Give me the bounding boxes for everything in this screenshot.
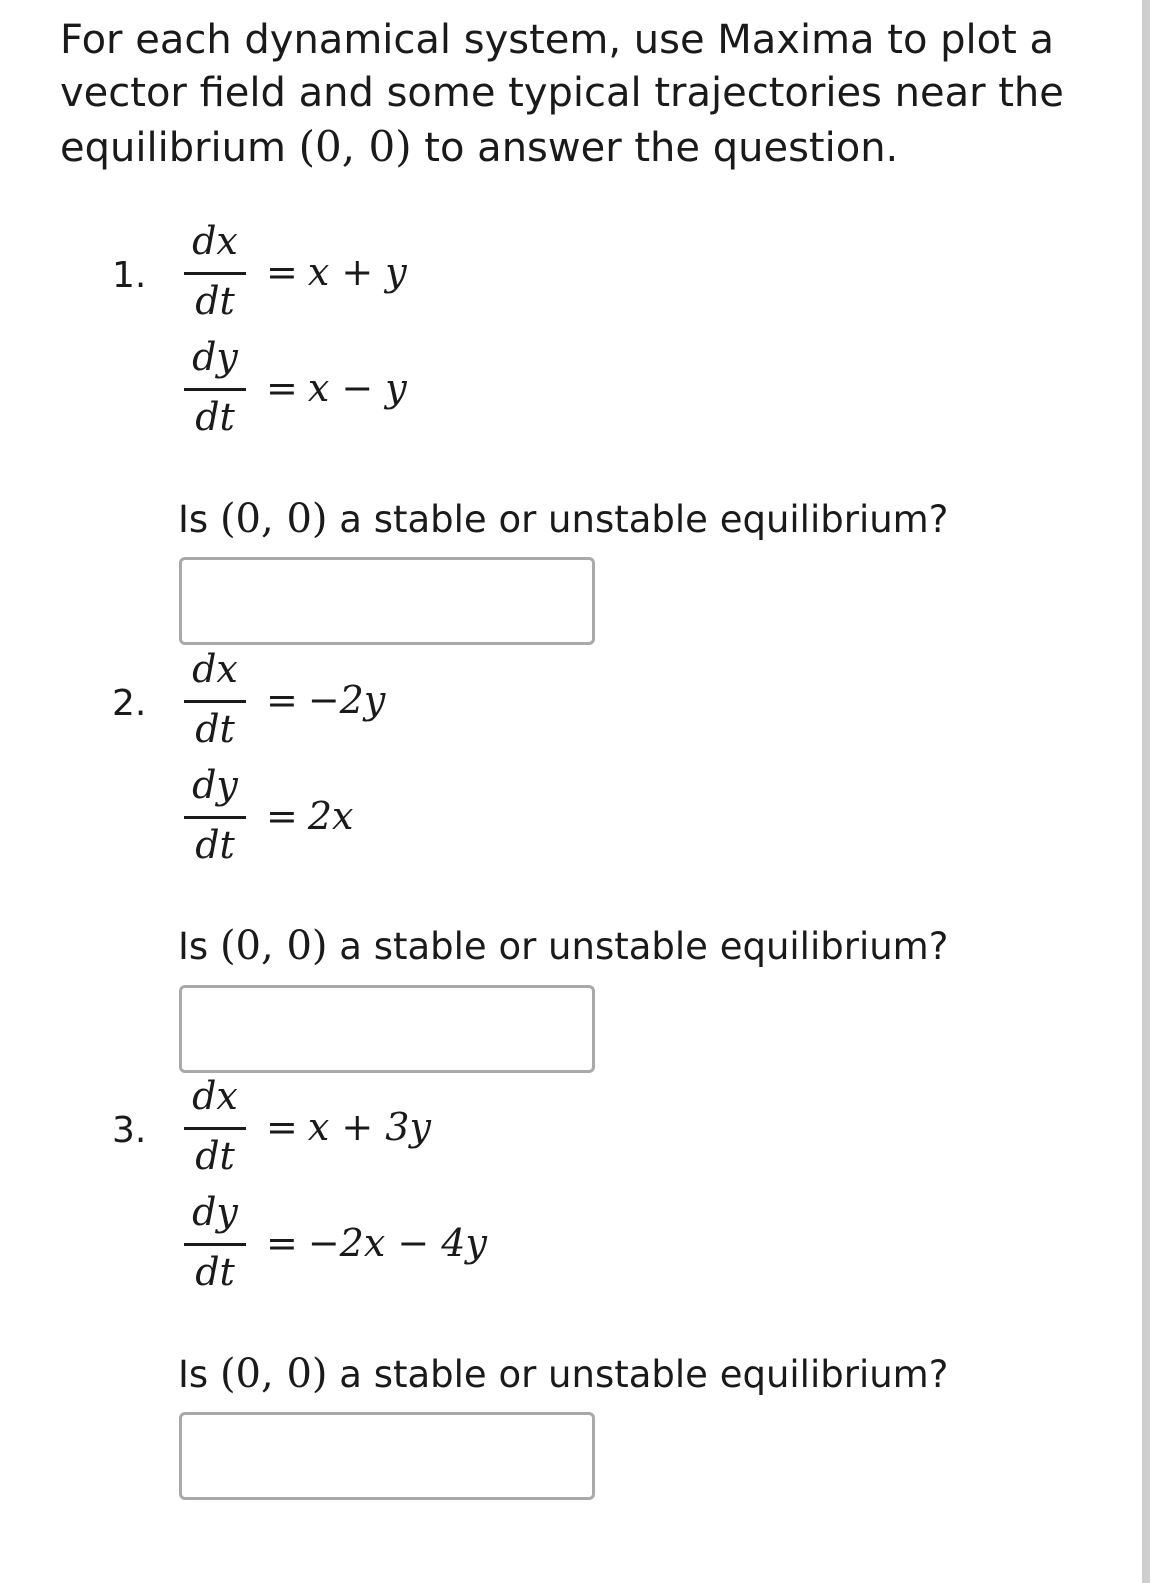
equation-rhs: = x + y: [266, 250, 407, 294]
equilibrium-point: (0, 0): [298, 122, 412, 171]
instructions: [60, 14, 1120, 175]
equation-dy-dt: [182, 332, 782, 448]
numerator: dx: [192, 647, 238, 691]
derivative-fraction: [182, 1071, 248, 1187]
answer-input-1[interactable]: [179, 557, 595, 645]
derivative-fraction: [182, 332, 248, 448]
numerator: dy: [192, 763, 238, 807]
equation-rhs: = x − y: [266, 366, 407, 410]
numerator: dx: [192, 219, 238, 263]
answer-input-3[interactable]: [179, 1412, 595, 1500]
equation-rhs: = 2x: [266, 794, 354, 838]
fraction-bar: [184, 816, 246, 819]
answer-input-2[interactable]: [179, 985, 595, 1073]
derivative-fraction: [182, 216, 248, 332]
derivative-fraction: [182, 644, 248, 760]
stability-question: Is (0, 0) a stable or unstable equilibrium?: [178, 496, 949, 542]
fraction-bar: [184, 1127, 246, 1130]
fraction-bar: [184, 1243, 246, 1246]
problem-number: 2.: [112, 683, 147, 724]
equation-dx-dt: [182, 216, 782, 332]
denominator: dt: [195, 707, 235, 751]
derivative-fraction: [182, 1187, 248, 1303]
instructions-text: For each dynamical system, use Maxima to plot a vector field and some typical trajectories near the equilibrium: [60, 17, 1064, 171]
equation-dy-dt: [182, 760, 782, 876]
numerator: dx: [192, 1074, 238, 1118]
stability-question: Is (0, 0) a stable or unstable equilibrium?: [178, 923, 949, 969]
denominator: dt: [195, 823, 235, 867]
fraction-bar: [184, 388, 246, 391]
page-scrollbar[interactable]: [1142, 0, 1150, 1583]
denominator: dt: [195, 395, 235, 439]
stability-question: Is (0, 0) a stable or unstable equilibrium?: [178, 1351, 949, 1397]
fraction-bar: [184, 700, 246, 703]
equation-dx-dt: [182, 1071, 782, 1187]
equation-dx-dt: [182, 644, 782, 760]
equation-dy-dt: [182, 1187, 782, 1303]
denominator: dt: [195, 279, 235, 323]
equation-rhs: = −2y: [266, 678, 386, 722]
equation-rhs: = x + 3y: [266, 1105, 431, 1149]
equation-rhs: = −2x − 4y: [266, 1221, 487, 1265]
denominator: dt: [195, 1134, 235, 1178]
problem-number: 1.: [112, 255, 147, 296]
denominator: dt: [195, 1250, 235, 1294]
instructions-text-end: to answer the question.: [411, 125, 899, 171]
problem-number: 3.: [112, 1110, 147, 1151]
derivative-fraction: [182, 760, 248, 876]
fraction-bar: [184, 272, 246, 275]
numerator: dy: [192, 1190, 238, 1234]
numerator: dy: [192, 335, 238, 379]
